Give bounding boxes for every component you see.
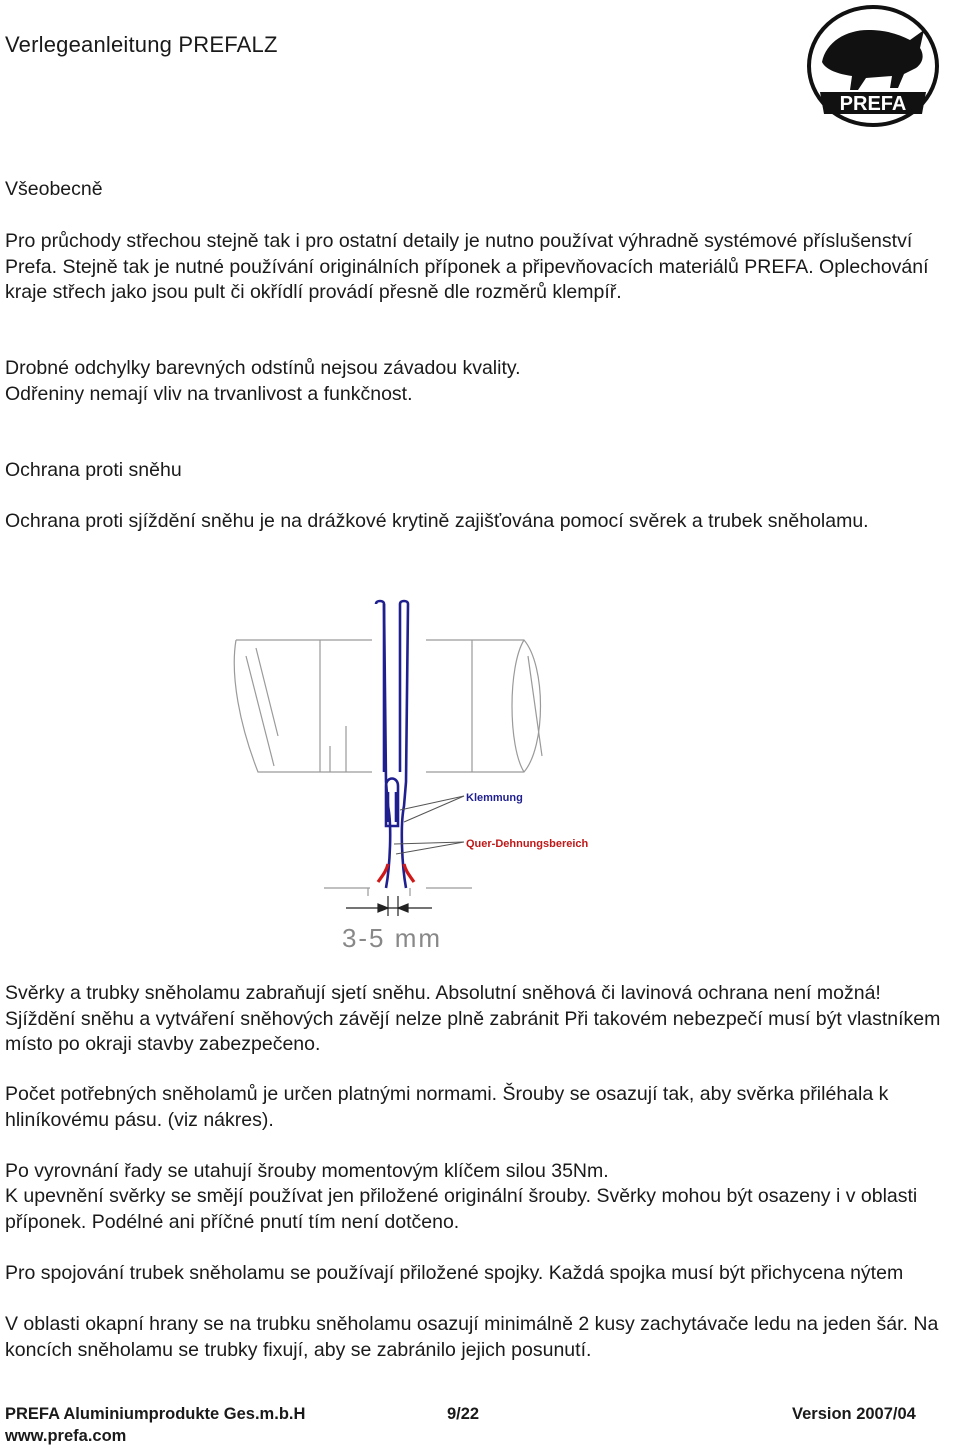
footer-version: Version 2007/04 [792,1405,916,1423]
footer-company: PREFA Aluminiumprodukte Ges.m.b.H [5,1405,306,1423]
label-clamp: Klemmung [466,792,523,804]
footer-page-number: 9/22 [447,1405,480,1423]
document-header-title: Verlegeanleitung PREFALZ [5,32,278,57]
paragraph-snow-4a: Po vyrovnání řady se utahují šrouby momentovým klíčem silou 35Nm. [5,1160,609,1182]
paragraph-general-1: Pro průchody střechou stejně tak i pro ostatní detaily je nutno používat výhradně systémové příslušenství Prefa. Stejně tak je nutné používání originálních příponek a připevňovacích materiálů PREFA. Oplechování kraje střech jako jsou pult či okřídlí provádí přesně dle rozměrů klempíř. [5,230,929,303]
paragraph-general-2a: Drobné odchylky barevných odstínů nejsou závadou kvality. [5,357,521,379]
footer-url: www.prefa.com [5,1427,127,1445]
standing-seam-outline [376,601,408,888]
label-expansion-area: Quer-Dehnungsbereich [466,838,589,850]
prefa-logo [806,4,940,128]
paragraph-snow-3: Počet potřebných sněholamů je určen platnými normami. Šrouby se osazují tak, aby svěrka přiléhala k hliníkovému pásu. (viz nákres). [5,1083,889,1131]
snow-guard-clamp-drawing [228,596,589,958]
section-heading-snow: Ochrana proti sněhu [5,459,182,481]
paragraph-snow-4b: K upevnění svěrky se smějí používat jen přiložené originální šrouby. Svěrky mohou být osazeny i v oblasti příponek. Podélné ani příčné pnutí tím není dotčeno. [5,1185,918,1233]
logo-wordmark: PREFA [839,93,907,115]
paragraph-snow-5: Pro spojování trubek sněholamu se používají přiložené spojky. Každá spojka musí být přichycena nýtem [5,1262,904,1284]
paragraph-snow-2: Svěrky a trubky sněholamu zabraňují sjetí sněhu. Absolutní sněhová či lavinová ochrana není možná! Sjíždění sněhu a vytváření sněhových závějí nelze plně zabránit Při takovém nebezpečí musí být vlastníkem místo po okraji stavby zabezpečeno. [5,982,941,1055]
paragraph-snow-1: Ochrana proti sjíždění sněhu je na drážkové krytině zajišťována pomocí svěrek a trubek sněholamu. [5,510,869,532]
paragraph-general-2b: Odřeniny nemají vliv na trvanlivost a funkčnost. [5,383,413,405]
section-heading-general: Všeobecně [5,178,103,200]
contact-zone-arcs [378,864,414,882]
dimension-label: 3-5 mm [341,923,443,953]
paragraph-snow-6: V oblasti okapní hrany se na trubku sněholamu osazují minimálně 2 kusy zachytávače ledu na jeden šár. Na koncích sněholamu se trubky fixují, aby se zabránilo jejich posunutí. [5,1313,939,1361]
